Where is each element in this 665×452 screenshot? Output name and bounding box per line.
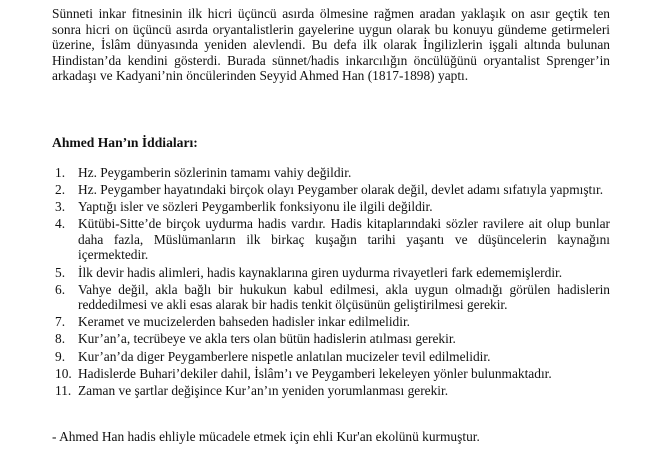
item-text: Kütübi-Sitte’de birçok uydurma hadis vardır. Hadis kitaplarındaki sözler ravilere ait olup bunlar daha fazla, Müslümanların ilk birkaç kuşağın tarihi yaşantı ve düşüncelerin kaynağını içermektedir. (78, 216, 610, 263)
item-text: Hz. Peygamber hayatındaki birçok olayı Peygamber olarak değil, devlet adamı sıfatıyla yapmıştır. (78, 182, 604, 198)
section-heading: Ahmed Han’ın İddiaları: (52, 135, 198, 150)
list-item (52, 182, 610, 198)
item-number: 8. (55, 331, 66, 347)
list-item (52, 199, 610, 215)
item-number: 10. (55, 365, 72, 381)
list-item (52, 216, 610, 263)
item-text: Vahye değil, akla bağlı bir hukukun kabul edilmesi, akla uygun olmadığı görülen hadislerin reddedilmesi ve akli esas alarak bir hadis tenkit ölçüsünün geliştirilmesi gerekir. (78, 281, 610, 313)
claims-list (52, 165, 610, 400)
item-text: Keramet ve mucizelerden bahseden hadisler inkar edilmelidir. (78, 314, 411, 330)
item-number: 2. (55, 182, 66, 198)
item-text: Hz. Peygamberin sözlerinin tamamı vahiy değildir. (78, 165, 352, 180)
item-text: Kur’an’a, tecrübeye ve akla ters olan bütün hadislerin atılması gerekir. (78, 331, 456, 347)
item-number: 4. (55, 216, 66, 232)
item-number: 9. (55, 348, 66, 364)
list-item (52, 331, 610, 347)
list-item (52, 366, 610, 382)
item-number: 7. (55, 314, 66, 330)
item-text: Hadislerde Buhari’dekiler dahil, İslâm’ı ve Peygamberi lekeleyen yönler bulunmaktadır. (78, 365, 552, 381)
item-number: 5. (55, 264, 66, 280)
intro-paragraph: Sünneti inkar fitnesinin ilk hicri üçüncü asırda ölmesine rağmen aradan yaklaşık on asır geçtik ten sonra hicri on üçüncü asırda oryantalistlerin gayelerine uygun olarak bu konuyu gündeme getirmeleri üzerine, İslâm dünyasında yeniden alevlendi. Bu defa ilk olarak İngilizlerin işgali altında bulunan Hindistan’da kendini gösterdi. Burada sünnet/hadis inkarcılığın öncülüğünü oryantalist Sprenger’in arkadaşı ve Kadyani’nin öncülerinden Seyyid Ahmed Han (1817-1898) yaptı. (52, 6, 610, 84)
item-text: Yaptığı isler ve sözleri Peygamberlik fonksiyonu ile ilgili değildir. (78, 199, 433, 215)
list-item (52, 282, 610, 313)
list-item (52, 265, 610, 281)
list-item (52, 349, 610, 365)
list-item (52, 383, 610, 399)
item-number: 6. (55, 281, 66, 297)
item-number: 3. (55, 199, 66, 215)
item-number: 11. (55, 382, 72, 398)
list-item (52, 314, 610, 330)
list-item (52, 165, 610, 181)
item-text: Zaman ve şartlar değişince Kur’an’ın yeniden yorumlanması gerekir. (78, 382, 449, 398)
item-number: 1. (55, 165, 66, 180)
item-text: İlk devir hadis alimleri, hadis kaynaklarına giren uydurma rivayetleri fark edememişlerdir. (78, 264, 563, 280)
item-text: Kur’an’da diger Peygamberlere nispetle anlatılan mucizeler tevil edilmelidir. (78, 348, 491, 364)
closing-note: - Ahmed Han hadis ehliyle mücadele etmek için ehli Kur'an ekolünü kurmuştur. (52, 429, 480, 444)
